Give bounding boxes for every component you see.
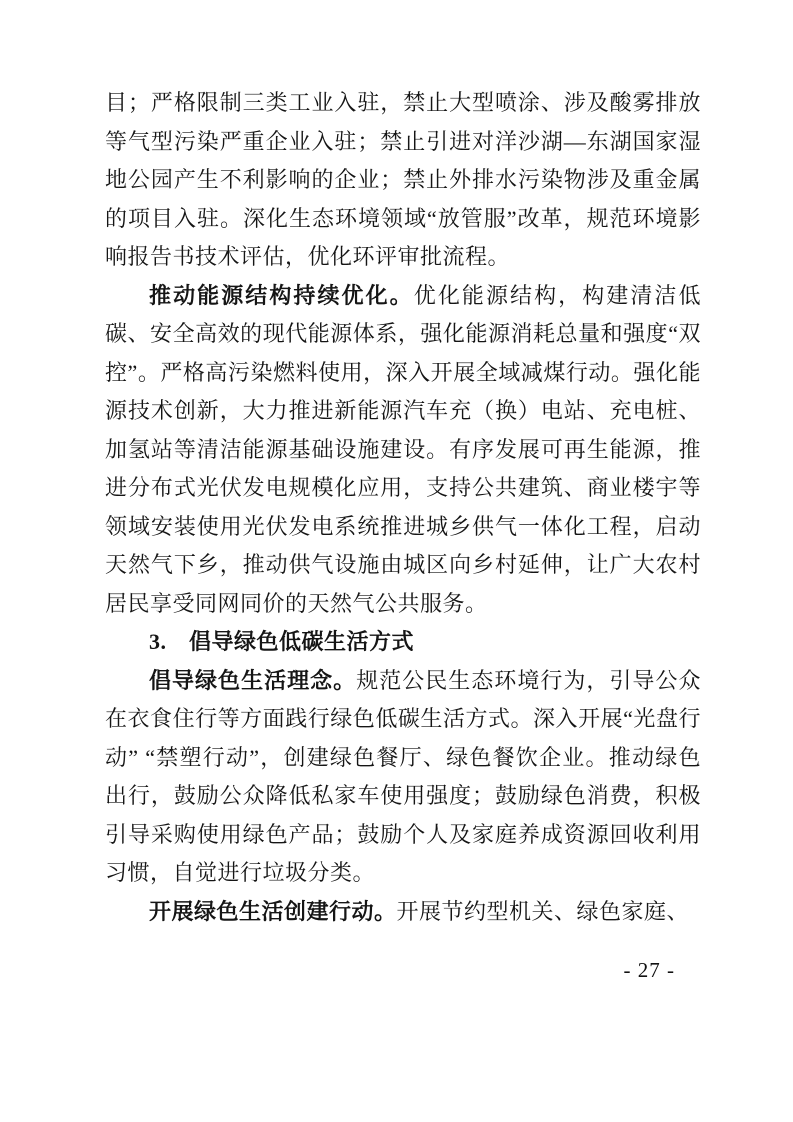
heading-text: 3. 倡导绿色低碳生活方式: [149, 629, 415, 654]
paragraph-text: 规范公民生态环境行为，引导公众在衣食住行等方面践行绿色低碳生活方式。深入开展“光盘行动” “禁塑行动”，创建绿色餐厅、绿色餐饮企业。推动绿色出行，鼓励公众降低私家车使用强度；鼓励绿色消费，积极引导采购使用绿色产品；鼓励个人及家庭养成资源回收利用习惯，自觉进行垃圾分类。: [105, 667, 701, 885]
paragraph-green-life-concept: [105, 662, 701, 893]
paragraph-lead: 开展绿色生活创建行动。: [149, 898, 397, 924]
paragraph-green-life-action: [105, 893, 701, 932]
page-content: [105, 84, 701, 931]
paragraph-lead: 推动能源结构持续优化。: [149, 282, 414, 308]
paragraph-text: 目；严格限制三类工业入驻，禁止大型喷涂、涉及酸雾排放等气型污染严重企业入驻；禁止引进对洋沙湖—东湖国家湿地公园产生不利影响的企业；禁止外排水污染物涉及重金属的项目入驻。深化生态环境领域“放管服”改革，规范环境影响报告书技术评估，优化环评审批流程。: [105, 90, 701, 269]
paragraph-continuation: [105, 84, 701, 277]
paragraph-text: 优化能源结构，构建清洁低碳、安全高效的现代能源体系，强化能源消耗总量和强度“双控”。严格高污染燃料使用，深入开展全域减煤行动。强化能源技术创新，大力推进新能源汽车充（换）电站、充电桩、加氢站等清洁能源基础设施建设。有序发展可再生能源，推进分布式光伏发电规模化应用，支持公共建筑、商业楼宇等领域安装使用光伏发电系统推进城乡供气一体化工程，启动天然气下乡，推动供气设施由城区向乡村延伸，让广大农村居民享受同网同价的天然气公共服务。: [105, 282, 701, 616]
paragraph-lead: 倡导绿色生活理念。: [149, 667, 357, 693]
page-number: - 27 -: [623, 958, 675, 982]
paragraph-text: 开展节约型机关、绿色家庭、: [396, 898, 690, 924]
section-heading-green-lifestyle: [105, 623, 701, 662]
paragraph-energy-structure: [105, 277, 701, 624]
